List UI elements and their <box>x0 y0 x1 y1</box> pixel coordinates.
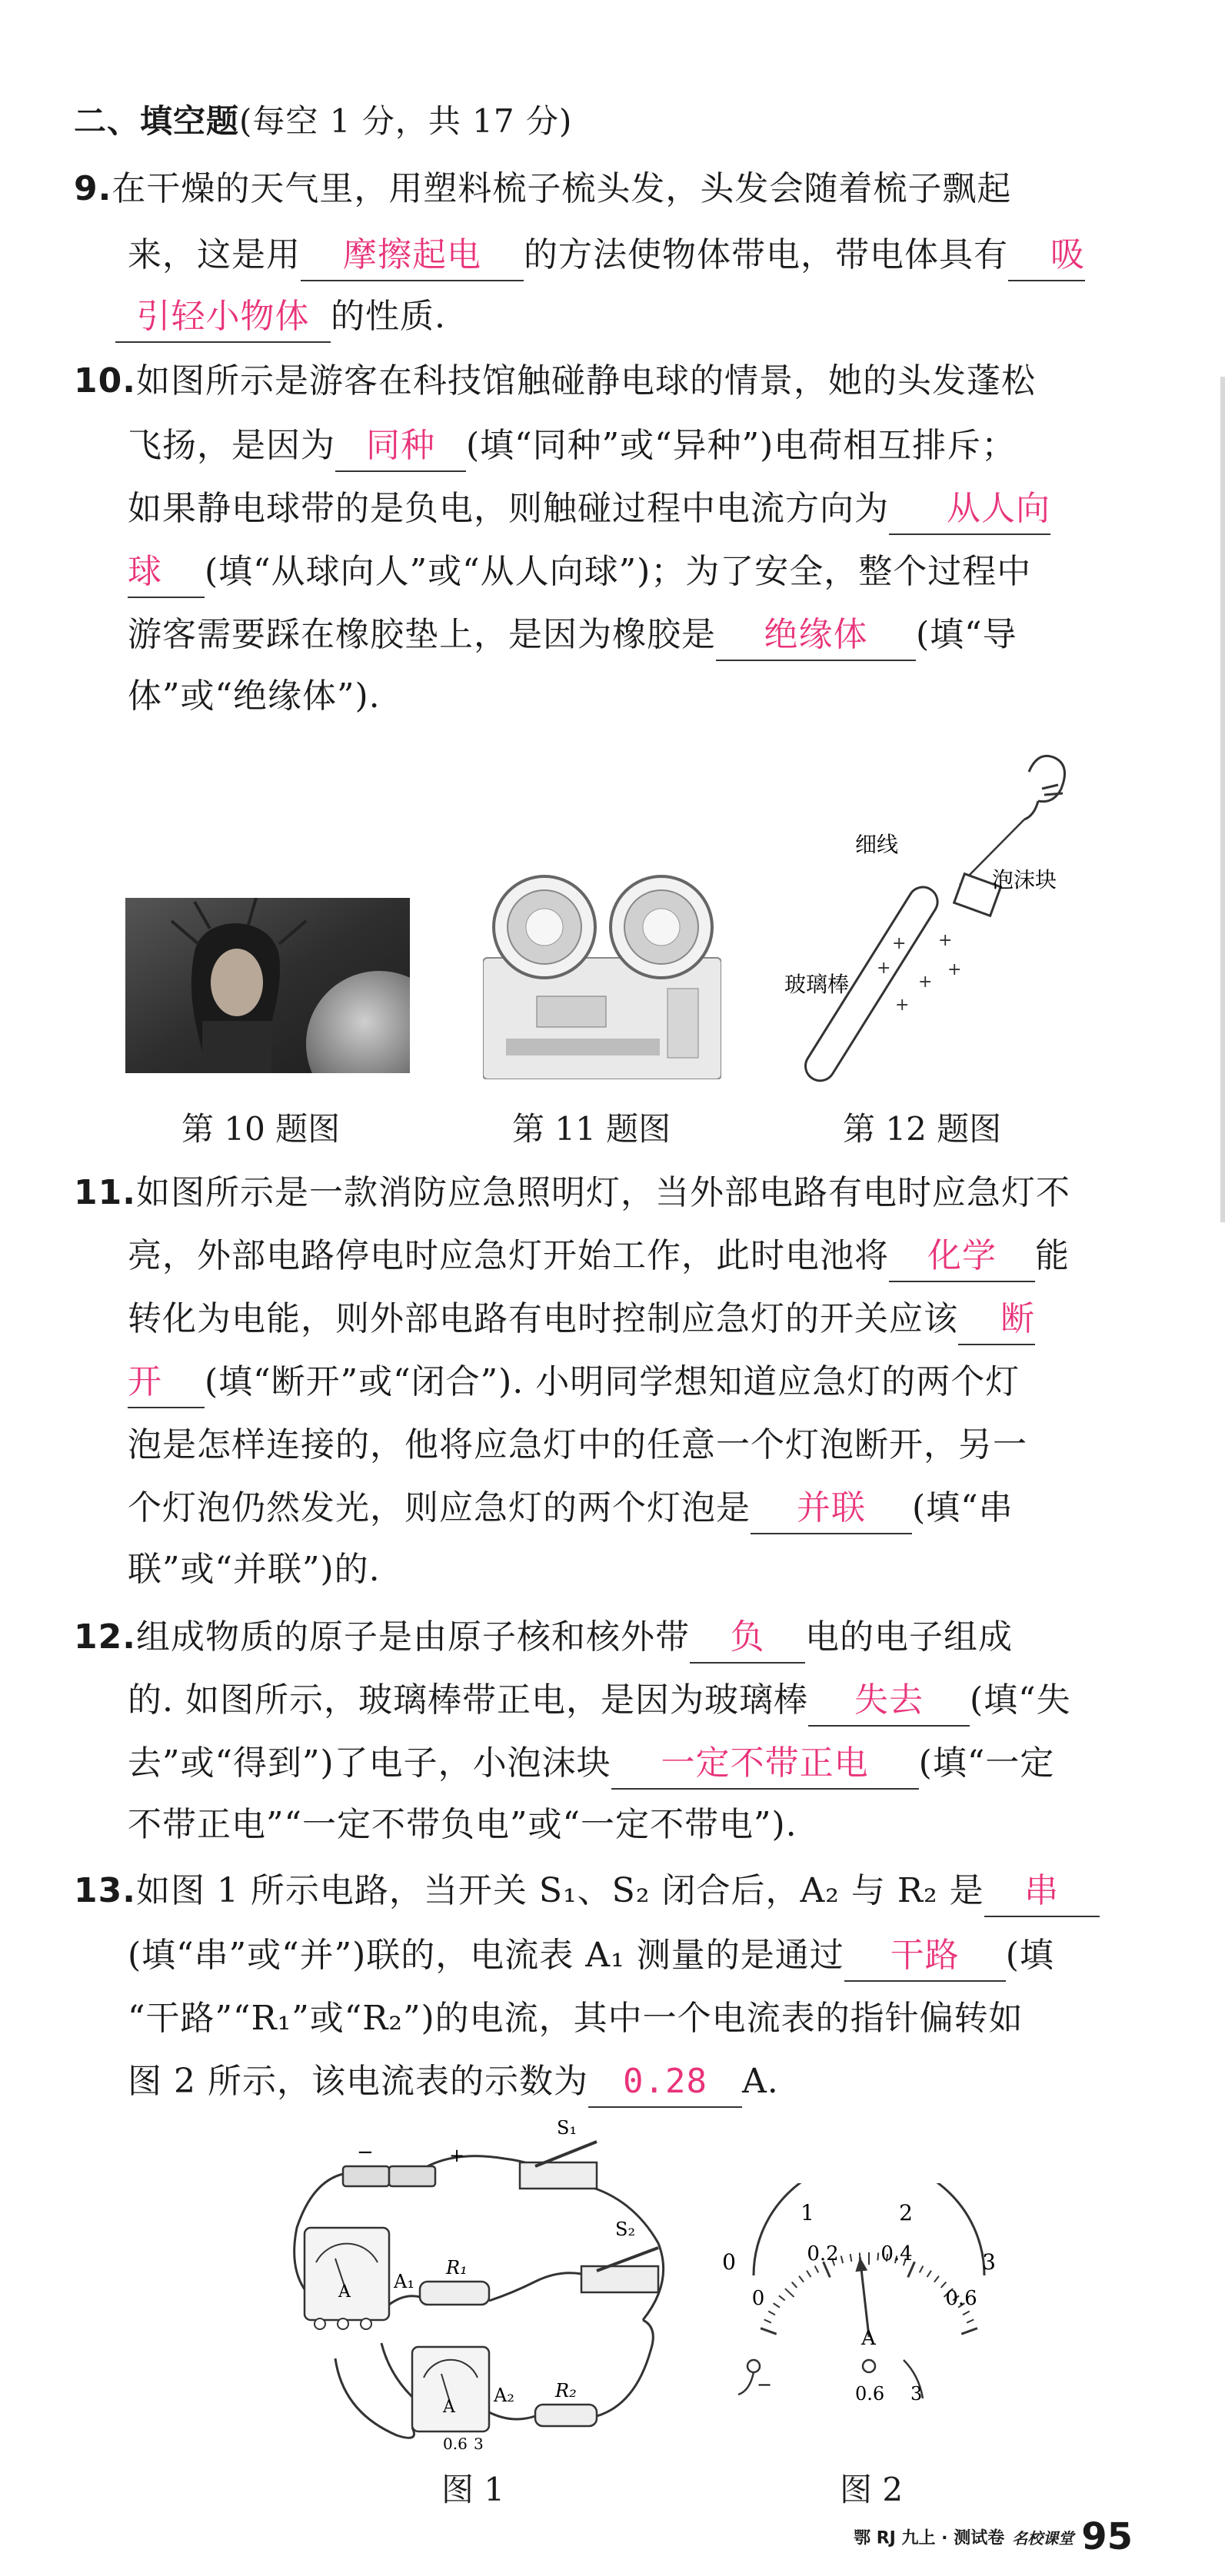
resistor-r2 <box>535 2380 597 2426</box>
q13-text-3: (填 <box>1005 1936 1054 1975</box>
q10-line-6 <box>128 666 381 727</box>
charge-plus: + <box>895 995 910 1015</box>
q11-line-7 <box>128 1539 381 1600</box>
ammeter-a1 <box>305 2228 414 2329</box>
figure-12-foam-label: 泡沫块 <box>992 867 1057 892</box>
dial-unit-label: A <box>861 2327 876 2350</box>
q11-line-4 <box>128 1351 1020 1413</box>
q11-text-2: 亮，外部电路停电时应急灯开始工作，此时电池将 <box>128 1236 889 1275</box>
q10-answer-2a: 从人向 <box>889 484 1050 535</box>
battery <box>343 2141 464 2186</box>
dial-tick <box>967 2319 974 2322</box>
q11-text-7: 个灯泡仍然发光，则应急灯的两个灯泡是 <box>128 1488 751 1527</box>
section-title-text: 二、填空题 <box>74 102 240 140</box>
q11-text-9: 联”或“并联”)的. <box>128 1550 381 1589</box>
charge-plus: + <box>892 934 907 953</box>
dial-tick <box>779 2295 785 2300</box>
dial-tick <box>768 2312 775 2315</box>
figure-12-caption: 第 12 题图 <box>843 1110 1002 1148</box>
q12-text-7: 不带正电”“一定不带负电”或“一定不带电”). <box>128 1805 797 1844</box>
q9-text-1: 在干燥的天气里，用塑料梳子梳头发，头发会随着梳子飘起 <box>112 169 1012 208</box>
q9-number: 9. <box>74 169 112 208</box>
q11-line-2 <box>128 1225 1070 1287</box>
dial-tick <box>927 2271 931 2277</box>
resistor-r1-label: R₁ <box>446 2257 468 2279</box>
ammeter-a2-terminal-3: 3 <box>474 2435 484 2453</box>
q9-answer-2b: 引轻小物体 <box>115 292 331 343</box>
q13-line-3 <box>128 1988 1024 2049</box>
dial-tick <box>799 2276 804 2282</box>
q12-text-4: (填“失 <box>969 1680 1071 1720</box>
q13-line-4 <box>128 2051 779 2112</box>
figure-11-caption: 第 11 题图 <box>512 1110 671 1148</box>
q10-line-4 <box>128 541 1031 603</box>
ammeter-a2-symbol: A <box>443 2398 455 2417</box>
q13-line-1 <box>74 1860 1100 1922</box>
figure-1-caption: 图 1 <box>441 2471 505 2508</box>
charge-plus: + <box>938 931 953 950</box>
q9-answer-1: 摩擦起电 <box>301 231 524 281</box>
figure-2-caption: 图 2 <box>840 2471 904 2508</box>
q12-line-1 <box>74 1607 1013 1668</box>
q10-text-1: 如图所示是游客在科技馆触碰静电球的情景，她的头发蓬松 <box>135 361 1036 401</box>
ammeter-a2-terminal-06: 0.6 <box>443 2435 468 2453</box>
dial-tick <box>934 2276 939 2282</box>
figure-12-glass-rod <box>769 743 1092 1089</box>
q10-text-7: (填“导 <box>916 615 1017 654</box>
q12-text-6: (填“一定 <box>918 1743 1055 1783</box>
q13-text-2: (填“串”或“并”)联的，电流表 A₁ 测量的是通过 <box>128 1936 844 1975</box>
q12-text-2: 电的电子组成 <box>804 1617 1013 1657</box>
q11-line-5 <box>128 1414 1027 1476</box>
q11-text-5: (填“断开”或“闭合”). 小明同学想知道应急灯的两个灯 <box>205 1362 1020 1401</box>
section-title <box>74 91 572 152</box>
q12-line-2 <box>128 1670 1071 1731</box>
q12-line-3 <box>128 1733 1054 1794</box>
dial-tick <box>851 2254 852 2262</box>
q11-text-4: 转化为电能，则外部电路有电时控制应急灯的开关应该 <box>128 1299 958 1338</box>
dial-top-label-2: 2 <box>899 2200 913 2225</box>
dial-tick <box>761 2328 777 2335</box>
switch-s2-label: S₂ <box>615 2219 636 2240</box>
footer-brand-logo: 名校课堂 <box>1012 2528 1074 2548</box>
ammeter-a2 <box>412 2347 514 2453</box>
dial-terminal-06: 0.6 <box>855 2383 885 2405</box>
ammeter-a1-symbol: A <box>338 2282 351 2302</box>
q9-line-1 <box>74 158 1011 220</box>
q10-text-4: 如果静电球带的是负电，则触碰过程中电流方向为 <box>128 489 889 528</box>
q13-answer-2: 干路 <box>844 1931 1006 1982</box>
q12-answer-1: 负 <box>690 1613 805 1664</box>
q9-text-3: 的方法使物体带电，带电体具有 <box>524 235 1008 274</box>
q9-line-3 <box>115 286 446 347</box>
dial-tick <box>774 2303 780 2308</box>
dial-bottom-label-02: 0.2 <box>807 2242 839 2265</box>
q12-text-1: 组成物质的原子是由原子核和核外带 <box>135 1617 690 1657</box>
page-footer <box>854 2515 1133 2561</box>
section-note: (每空 1 分，共 17 分) <box>239 102 573 140</box>
q13-text-1: 如图 1 所示电路，当开关 S₁、S₂ 闭合后，A₂ 与 R₂ 是 <box>135 1871 984 1910</box>
q10-text-8: 体”或“绝缘体”). <box>128 676 381 716</box>
switch-s2 <box>581 2219 658 2292</box>
ammeter-a1-label: A₁ <box>394 2271 414 2292</box>
q12-text-3: 的. 如图所示，玻璃棒带正电，是因为玻璃棒 <box>128 1680 808 1720</box>
q12-answer-3: 一定不带正电 <box>611 1739 919 1790</box>
q10-text-6: 游客需要踩在橡胶垫上，是因为橡胶是 <box>128 615 716 654</box>
figure-2-ammeter-dial <box>707 2183 1015 2414</box>
q11-line-1 <box>74 1162 1070 1224</box>
resistor-r1 <box>420 2257 489 2305</box>
page-number: 95 <box>1081 2515 1133 2558</box>
q11-answer-2b: 开 <box>128 1358 205 1408</box>
switch-s1-label: S₁ <box>557 2120 578 2139</box>
q13-text-5: 图 2 所示，该电流表的示数为 <box>128 2062 588 2101</box>
figure-12-rod-label: 玻璃棒 <box>784 972 850 997</box>
q11-text-3: 能 <box>1035 1236 1070 1275</box>
dial-terminal-minus: − <box>757 2374 773 2395</box>
q12-line-4 <box>128 1794 797 1856</box>
q13-line-2 <box>128 1925 1054 1986</box>
q10-line-2 <box>128 415 1016 477</box>
q13-number: 13. <box>74 1871 136 1910</box>
figure-11-emergency-light <box>483 873 721 1079</box>
q12-text-5: 去”或“得到”)了电子，小泡沫块 <box>128 1743 611 1783</box>
q11-text-8: (填“串 <box>912 1488 1014 1527</box>
dial-terminal-3: 3 <box>910 2383 923 2405</box>
q10-line-3 <box>128 478 1050 540</box>
q12-answer-2: 失去 <box>808 1676 970 1727</box>
dial-tick <box>815 2266 819 2273</box>
q10-text-2: 飞扬，是因为 <box>128 426 335 465</box>
footer-text: 鄂 RJ 九上 · 测试卷 <box>854 2528 1005 2548</box>
charge-plus: + <box>947 960 962 979</box>
dial-bottom-label-04: 0.4 <box>880 2242 913 2265</box>
resistor-r2-label: R₂ <box>555 2380 577 2401</box>
q10-line-5 <box>128 604 1017 666</box>
q11-number: 11. <box>74 1173 136 1212</box>
q11-line-3 <box>128 1288 1035 1350</box>
q9-text-2: 来，这是用 <box>128 235 301 274</box>
page-edge-shadow <box>1220 377 1225 1222</box>
ammeter-a2-label: A₂ <box>494 2385 514 2406</box>
q10-answer-2b: 球 <box>128 547 205 598</box>
dial-tick <box>785 2288 794 2297</box>
dial-tick <box>963 2312 970 2315</box>
dial-bottom-label-0: 0 <box>751 2287 765 2310</box>
dial-tick <box>920 2266 924 2273</box>
q13-answer-1: 串 <box>984 1866 1100 1917</box>
dial-tick <box>841 2255 843 2263</box>
dial-needle-head <box>855 2257 867 2272</box>
q10-answer-3: 绝缘体 <box>716 610 916 661</box>
charge-plus: + <box>877 959 891 978</box>
q11-text-1: 如图所示是一款消防应急照明灯，当外部电路有电时应急灯不 <box>135 1173 1070 1212</box>
q9-answer-2a: 吸 <box>1008 231 1085 281</box>
q10-number: 10. <box>74 361 136 401</box>
q11-text-6: 泡是怎样连接的，他将应急灯中的任意一个灯泡断开，另一 <box>128 1425 1027 1464</box>
q11-line-6 <box>128 1477 1014 1539</box>
q10-line-1 <box>74 351 1036 412</box>
dial-tick <box>792 2282 797 2288</box>
q10-text-3: (填“同种”或“异种”)电荷相互排斥； <box>466 426 1017 465</box>
switch-s1 <box>520 2120 597 2189</box>
dial-bottom-label-06: 0.6 <box>945 2287 977 2310</box>
dial-tick <box>877 2252 878 2260</box>
dial-top-label-3: 3 <box>982 2249 996 2275</box>
q9-line-2 <box>128 224 1085 286</box>
q13-text-6: A. <box>741 2062 779 2101</box>
q9-text-4: 的性质. <box>331 297 446 336</box>
charge-plus: + <box>918 972 933 992</box>
figure-10-caption: 第 10 题图 <box>181 1110 341 1148</box>
q10-answer-1: 同种 <box>335 421 466 472</box>
battery-plus-label: + <box>449 2145 465 2166</box>
q11-answer-1: 化学 <box>889 1231 1035 1282</box>
q12-number: 12. <box>74 1617 136 1657</box>
dial-tick <box>764 2319 771 2322</box>
battery-minus-label: − <box>357 2141 374 2164</box>
dial-tick <box>807 2271 811 2277</box>
figure-1-circuit <box>258 2120 689 2458</box>
q10-text-5: (填“从球向人”或“从人向球”)；为了安全，整个过程中 <box>205 552 1032 591</box>
dial-top-label-1: 1 <box>801 2200 814 2225</box>
figure-10-photo <box>125 898 410 1073</box>
dial-tick <box>961 2328 977 2335</box>
q13-answer-3: 0.28 <box>588 2057 742 2108</box>
dial-top-label-0: 0 <box>722 2249 736 2275</box>
q11-answer-2a: 断 <box>958 1295 1035 1345</box>
q13-text-4: “干路”“R₁”或“R₂”)的电流，其中一个电流表的指针偏转如 <box>128 1999 1024 2038</box>
q11-answer-3: 并联 <box>751 1484 912 1534</box>
figure-12-thread-label: 细线 <box>855 832 899 857</box>
